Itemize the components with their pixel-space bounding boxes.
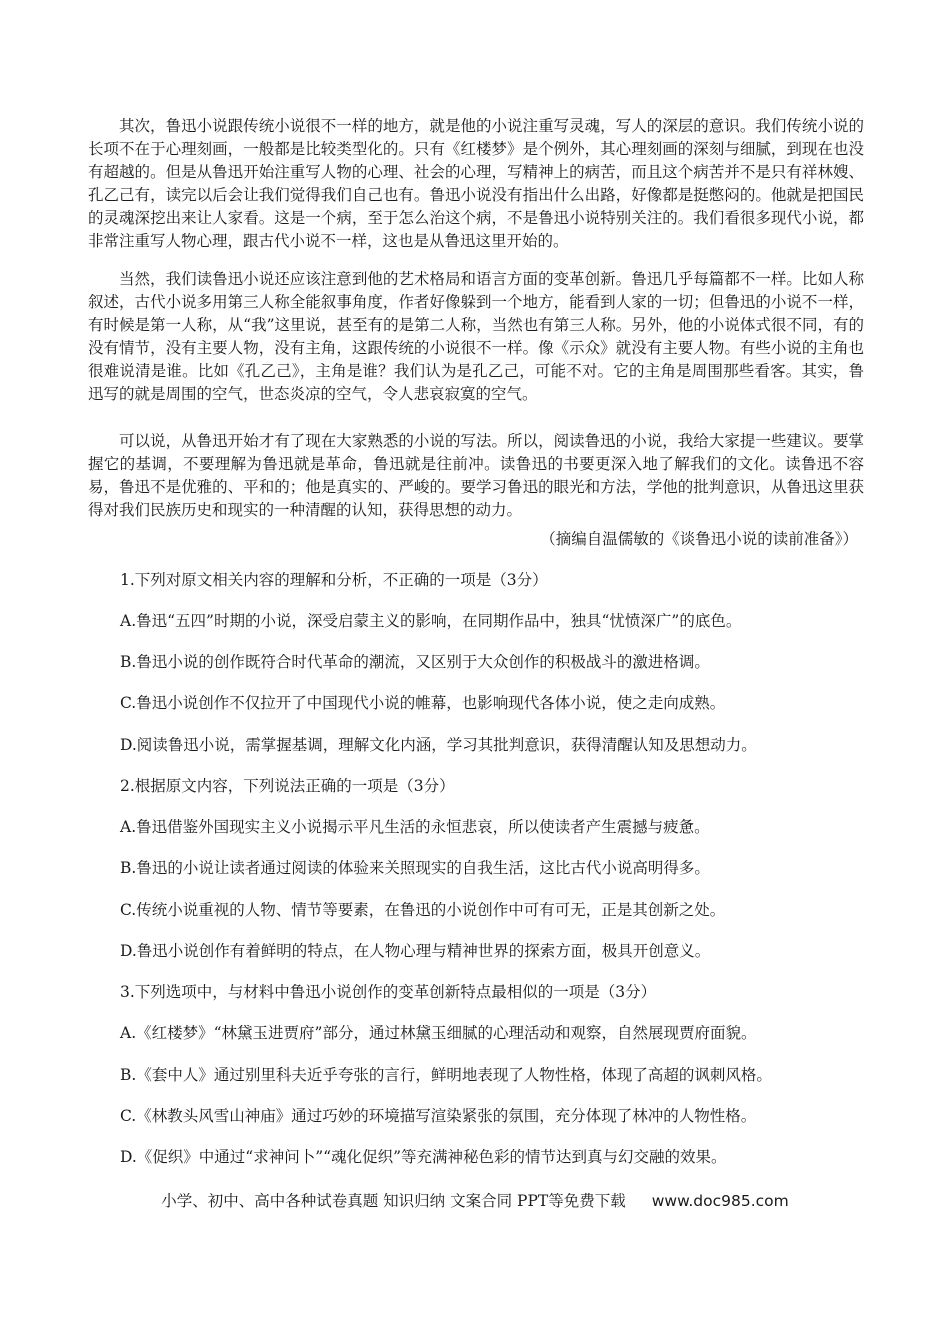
question-1-option-c: C.鲁迅小说创作不仅拉开了中国现代小说的帷幕，也影响现代各体小说，使之走向成熟。 — [120, 694, 726, 712]
question-3-option-b: B.《套中人》通过别里科夫近乎夸张的言行，鲜明地表现了人物性格，体现了高超的讽刺风格。 — [120, 1066, 772, 1084]
question-3-option-a: A.《红楼梦》“林黛玉进贾府”部分，通过林黛玉细腻的心理活动和观察，自然展现贾府面貌。 — [120, 1024, 757, 1042]
question-2-option-a: A.鲁迅借鉴外国现实主义小说揭示平凡生活的永恒悲哀，所以使读者产生震撼与疲惫。 — [120, 818, 710, 836]
passage-paragraph-2: 当然，我们读鲁迅小说还应该注意到他的艺术格局和语言方面的变革创新。鲁迅几乎每篇都不一样。比如人称叙述，古代小说多用第三人称全能叙事角度，作者好像躲到一个地方，能看到人家的一切；但鲁迅的小说不一样，有时候是第一人称，从“我”这里说，甚至有的是第二人称，当然也有第三人称。另外，他的小说体式很不同，有的没有情节，没有主要人物，没有主角，这跟传统的小说很不一样。像《示众》就没有主要人物。有些小说的主角也很难说清是谁。比如《孔乙己》，主角是谁？我们认为是孔乙己，可能不对。它的主角是周围那些看客。其实，鲁迅写的就是周围的空气，世态炎凉的空气，令人悲哀寂寞的空气。 — [88, 270, 864, 403]
footer-text: 小学、初中、高中各种试卷真题 知识归纳 文案合同 PPT等免费下载 — [161, 1192, 626, 1210]
question-1-option-d: D.阅读鲁迅小说，需掌握基调，理解文化内涵，学习其批判意识，获得清醒认知及思想动力。 — [120, 736, 757, 754]
question-1-option-a: A.鲁迅“五四”时期的小说，深受启蒙主义的影响，在同期作品中，独具“忧愤深广”的底色。 — [120, 612, 742, 630]
passage-source: （摘编自温儒敏的《谈鲁迅小说的读前准备》） — [540, 530, 858, 548]
question-3-option-d: D.《促织》中通过“求神问卜”“魂化促织”等充满神秘色彩的情节达到真与幻交融的效果。 — [120, 1148, 727, 1166]
question-1-stem: 1.下列对原文相关内容的理解和分析，不正确的一项是（3分） — [120, 571, 548, 589]
question-3-stem: 3.下列选项中，与材料中鲁迅小说创作的变革创新特点最相似的一项是（3分） — [120, 983, 657, 1001]
page-footer — [0, 1190, 950, 1213]
passage-paragraph-1: 其次，鲁迅小说跟传统小说很不一样的地方，就是他的小说注重写灵魂，写人的深层的意识。我们传统小说的长项不在于心理刻画，一般都是比较类型化的。只有《红楼梦》是个例外，其心理刻画的深刻与细腻，到现在也没有超越的。但是从鲁迅开始注重写人物的心理、社会的心理，写精神上的病苦，而且这个病苦并不是只有祥林嫂、孔乙己有，读完以后会让我们觉得我们自己也有。鲁迅小说没有指出什么出路，好像都是挺憋闷的。他就是把国民的灵魂深挖出来让人家看。这是一个病，至于怎么治这个病，不是鲁迅小说特别关注的。我们看很多现代小说，都非常注重写人物心理，跟古代小说不一样，这也是从鲁迅这里开始的。 — [88, 117, 864, 250]
question-2-option-b: B.鲁迅的小说让读者通过阅读的体验来关照现实的自我生活，这比古代小说高明得多。 — [120, 859, 710, 877]
question-3-option-c: C.《林教头风雪山神庙》通过巧妙的环境描写渲染紧张的氛围，充分体现了林冲的人物性格。 — [120, 1107, 757, 1125]
question-2-option-d: D.鲁迅小说创作有着鲜明的特点，在人物心理与精神世界的探索方面，极具开创意义。 — [120, 942, 711, 960]
question-1-option-b: B.鲁迅小说的创作既符合时代革命的潮流，又区别于大众创作的积极战斗的激进格调。 — [120, 653, 710, 671]
question-2-option-c: C.传统小说重视的人物、情节等要素，在鲁迅的小说创作中可有可无，正是其创新之处。 — [120, 901, 726, 919]
question-2-stem: 2.根据原文内容，下列说法正确的一项是（3分） — [120, 777, 455, 795]
passage-paragraph-3: 可以说，从鲁迅开始才有了现在大家熟悉的小说的写法。所以，阅读鲁迅的小说，我给大家提一些建议。要掌握它的基调，不要理解为鲁迅就是革命，鲁迅就是往前冲。读鲁迅的书要更深入地了解我们的文化。读鲁迅不容易，鲁迅不是优雅的、平和的；他是真实的、严峻的。要学习鲁迅的眼光和方法，学他的批判意识，从鲁迅这里获得对我们民族历史和现实的一种清醒的认知，获得思想的动力。 — [88, 432, 864, 519]
footer-url[interactable]: www.doc985.com — [651, 1192, 789, 1210]
